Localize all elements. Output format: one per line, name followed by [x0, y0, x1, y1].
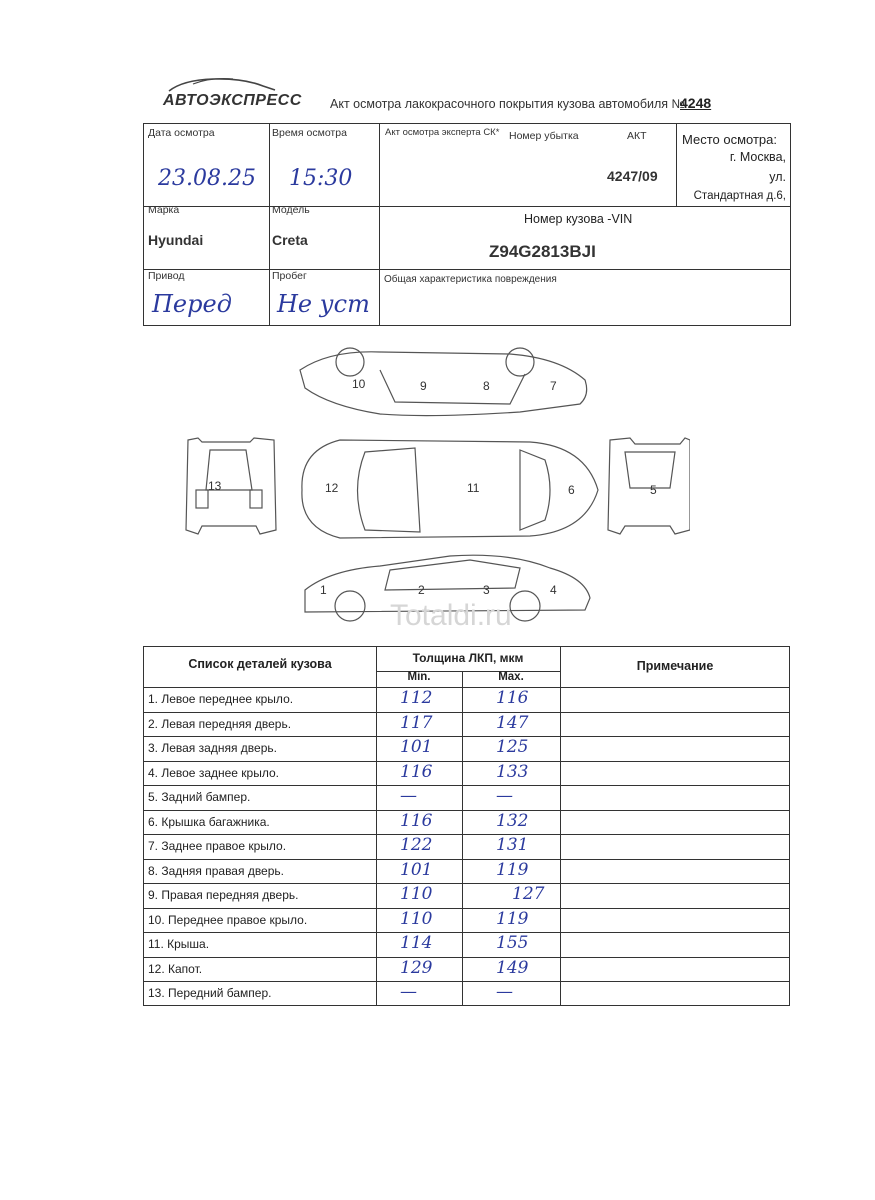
watermark-text: Totaldi.ru [390, 599, 512, 632]
thickness-min: 116 [400, 810, 433, 831]
thickness-min: 110 [400, 908, 433, 929]
zone-label-10: 10 [352, 377, 366, 391]
mileage-value: Не уст [277, 290, 370, 318]
part-label: 7. Заднее правое крыло. [148, 839, 287, 853]
col-header-min: Min. [407, 671, 431, 683]
thickness-max: — [496, 982, 513, 1002]
thickness-max: 125 [496, 737, 529, 757]
thickness-min: 122 [400, 835, 433, 855]
act-label: АКТ [627, 130, 647, 142]
part-label: 4. Левое заднее крыло. [148, 765, 279, 780]
row-divider [144, 981, 789, 982]
grid-line [144, 687, 789, 688]
logo-text: АВТОЭКСПРЕСС [163, 92, 302, 109]
thickness-max: — [496, 786, 513, 806]
zone-label-6: 6 [568, 483, 575, 497]
thickness-min: 101 [400, 737, 433, 757]
thickness-max: 147 [496, 712, 529, 733]
grid-line [269, 124, 270, 325]
part-label: 2. Левая передняя дверь. [148, 716, 292, 731]
thickness-max: 116 [496, 688, 529, 708]
act-value: 4247/09 [607, 168, 658, 184]
thickness-min: 114 [400, 933, 433, 953]
row-divider [144, 712, 789, 713]
part-label: 3. Левая задняя дверь. [148, 741, 277, 755]
zone-label-13: 13 [208, 479, 222, 493]
expert-label: Акт осмотра эксперта СК* [385, 127, 500, 138]
thickness-min: 116 [400, 761, 433, 782]
thickness-max: 149 [496, 957, 529, 978]
row-divider [144, 859, 789, 860]
grid-line [376, 647, 377, 1005]
model-label: Модель [272, 204, 310, 216]
thickness-max: 119 [496, 908, 529, 929]
row-divider [144, 736, 789, 737]
car-diagram-drawing [180, 340, 690, 640]
thickness-table [143, 646, 790, 1006]
zone-label-11: 11 [467, 481, 480, 495]
time-value: 15:30 [289, 166, 353, 191]
thickness-max: 131 [496, 835, 529, 855]
part-label: 5. Задний бампер. [148, 790, 251, 804]
part-label: 8. Задняя правая дверь. [148, 863, 284, 878]
thickness-max: 119 [496, 859, 529, 880]
row-divider [144, 761, 789, 762]
drive-value: Перед [152, 290, 232, 318]
thickness-max: 133 [496, 761, 529, 782]
thickness-max: 132 [496, 810, 529, 831]
place-line3: Стандартная д.6, [693, 190, 786, 202]
grid-line [379, 206, 790, 207]
mileage-label: Пробег [272, 270, 307, 282]
part-label: 12. Капот. [148, 961, 203, 976]
wheel-front-left [335, 591, 365, 621]
part-label: 1. Левое переднее крыло. [148, 692, 294, 706]
row-divider [144, 810, 789, 811]
car-front-outline [186, 438, 276, 534]
part-label: 6. Крышка багажника. [148, 814, 270, 829]
wheel-rear-right [506, 348, 534, 376]
model-value: Creta [272, 232, 308, 248]
time-label: Время осмотра [272, 127, 347, 139]
grid-line [144, 206, 379, 207]
thickness-max: 155 [496, 933, 529, 953]
row-divider [144, 883, 789, 884]
thickness-min: 129 [400, 957, 433, 978]
thickness-max: 127 [512, 884, 545, 904]
zone-label-8: 8 [483, 379, 490, 393]
thickness-min: — [400, 982, 417, 1002]
wheel-front-right [336, 348, 364, 376]
part-label: 11. Крыша. [148, 937, 210, 951]
thickness-min: — [400, 786, 417, 806]
row-divider [144, 957, 789, 958]
date-value: 23.08.25 [158, 166, 256, 191]
grid-line [379, 124, 380, 325]
logo-car-icon [163, 74, 283, 94]
zone-label-4: 4 [550, 583, 557, 597]
vin-label: Номер кузова -VIN [524, 212, 633, 226]
damage-label: Общая характеристика повреждения [384, 274, 557, 285]
company-logo [163, 78, 302, 114]
grid-line [462, 671, 463, 1005]
row-divider [144, 932, 789, 933]
place-label: Место осмотра: [682, 132, 777, 147]
info-grid [143, 123, 791, 326]
wheel-rear-left [510, 591, 540, 621]
claim-label: Номер убытка [509, 130, 579, 142]
car-right-side-outline [300, 352, 587, 416]
thickness-min: 101 [400, 859, 433, 880]
thickness-min: 110 [400, 884, 433, 904]
document-title: Акт осмотра лакокрасочного покрытия кузова автомобиля № [330, 97, 685, 111]
zone-label-3: 3 [483, 583, 490, 597]
brand-label: Марка [148, 204, 180, 216]
zone-label-2: 2 [418, 583, 425, 597]
col-header-parts: Список деталей кузова [188, 657, 332, 671]
vin-value: Z94G2813BJI [489, 242, 596, 261]
drive-label: Привод [148, 270, 185, 282]
part-label: 13. Передний бампер. [148, 986, 272, 1000]
date-label: Дата осмотра [148, 127, 215, 139]
zone-label-12: 12 [325, 481, 339, 495]
document-number: 4248 [680, 95, 712, 111]
grid-line [144, 269, 790, 270]
col-header-thickness: Толщина ЛКП, мкм [412, 651, 524, 665]
car-top-outline [302, 440, 598, 538]
place-line1: г. Москва, [729, 150, 786, 164]
zone-label-1: 1 [320, 583, 327, 597]
part-label: 9. Правая передняя дверь. [148, 888, 299, 902]
row-divider [144, 834, 789, 835]
row-divider [144, 908, 789, 909]
col-header-max: Max. [498, 671, 524, 683]
brand-value: Hyundai [148, 232, 204, 248]
part-label: 10. Переднее правое крыло. [148, 912, 308, 927]
zone-label-7: 7 [550, 379, 557, 393]
col-header-note: Примечание [636, 659, 714, 673]
zone-label-9: 9 [420, 379, 427, 393]
row-divider [144, 785, 789, 786]
car-diagrams [180, 340, 690, 640]
grid-line [676, 124, 677, 206]
place-line2: ул. [769, 170, 786, 184]
thickness-min: 112 [400, 688, 433, 708]
zone-label-5: 5 [650, 483, 657, 497]
thickness-min: 117 [400, 712, 433, 733]
grid-line [560, 647, 561, 1005]
